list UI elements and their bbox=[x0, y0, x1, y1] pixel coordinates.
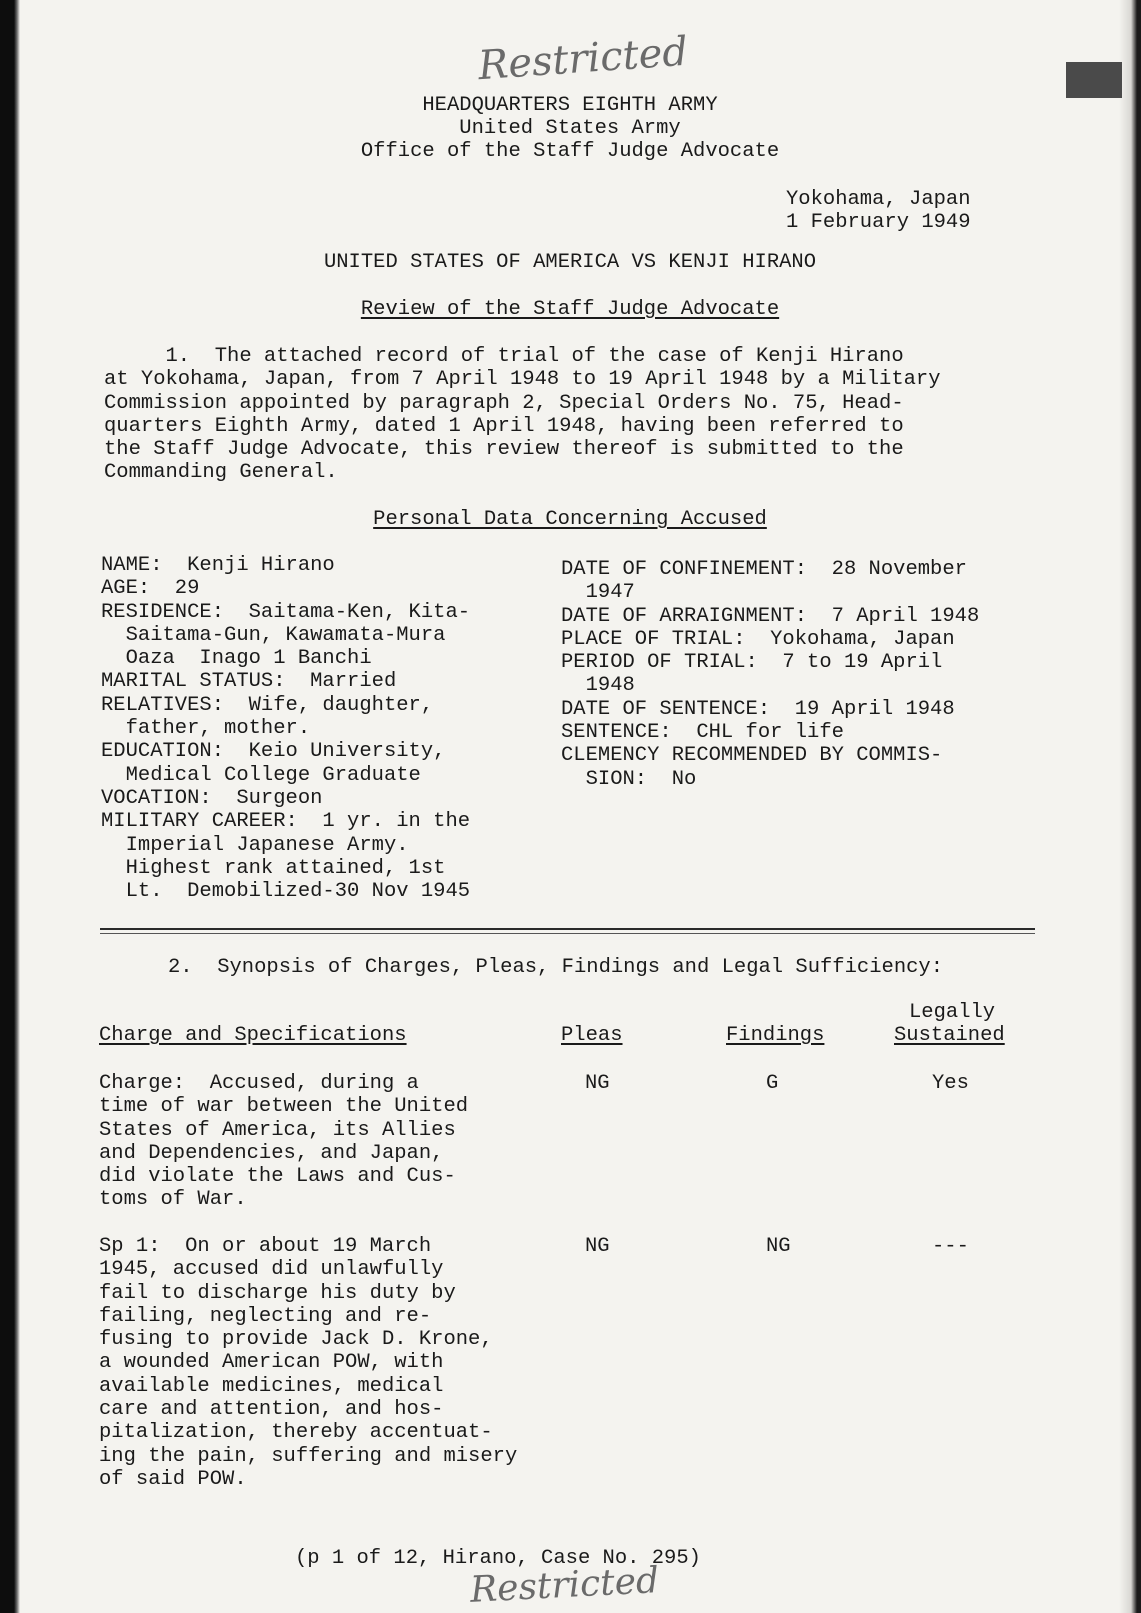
table-cell-line: 1945, accused did unlawfully bbox=[99, 1258, 444, 1282]
paragraph-1-line: 1. The attached record of trial of the case of Kenji Hirano bbox=[104, 345, 904, 368]
restricted-stamp-bottom: Restricted bbox=[469, 1560, 661, 1611]
table-cell-line: a wounded American POW, with bbox=[99, 1351, 444, 1375]
personal-right-line: CLEMENCY RECOMMENDED BY COMMIS- bbox=[561, 744, 943, 768]
personal-left-line: Oaza Inago 1 Banchi bbox=[101, 647, 372, 671]
paragraph-1-line: quarters Eighth Army, dated 1 April 1948, having been referred to bbox=[104, 414, 904, 438]
personal-left-line: Saitama-Gun, Kawamata-Mura bbox=[101, 623, 446, 647]
paragraph-2-heading: 2. Synopsis of Charges, Pleas, Findings and Legal Sufficiency: bbox=[168, 956, 944, 979]
place: Yokohama, Japan bbox=[786, 188, 971, 211]
column-header-charge: Charge and Specifications bbox=[99, 1024, 407, 1047]
personal-left-line: Highest rank attained, 1st bbox=[101, 856, 446, 880]
personal-left-line: father, mother. bbox=[101, 717, 311, 741]
table-row-spec1-plea: NG bbox=[585, 1235, 610, 1258]
table-cell-line: did violate the Laws and Cus- bbox=[99, 1165, 456, 1189]
personal-data-title: Personal Data Concerning Accused bbox=[373, 508, 767, 531]
personal-right-line: PERIOD OF TRIAL: 7 to 19 April bbox=[561, 651, 943, 675]
table-cell-line: States of America, its Allies bbox=[99, 1118, 456, 1142]
personal-left-line: Imperial Japanese Army. bbox=[101, 833, 409, 857]
paper-clip-mark bbox=[1066, 62, 1122, 98]
paragraph-1 bbox=[104, 345, 941, 485]
table-cell-line: time of war between the United bbox=[99, 1095, 469, 1119]
personal-data-left bbox=[101, 554, 470, 903]
paragraph-1-line: at Yokohama, Japan, from 7 April 1948 to 19 April 1948 by a Military bbox=[104, 368, 941, 392]
scan-left-edge bbox=[0, 0, 20, 1613]
table-row-charge-finding: G bbox=[766, 1072, 779, 1095]
table-cell-line: care and attention, and hos- bbox=[99, 1398, 444, 1422]
scan-right-edge bbox=[1119, 0, 1141, 1613]
review-title: Review of the Staff Judge Advocate bbox=[360, 298, 780, 321]
table-cell-line: toms of War. bbox=[99, 1188, 247, 1212]
personal-right-line: SENTENCE: CHL for life bbox=[561, 721, 844, 745]
column-header-pleas: Pleas bbox=[561, 1024, 623, 1047]
table-cell-line: pitalization, thereby accentuat- bbox=[99, 1421, 493, 1445]
paragraph-1-line: Commanding General. bbox=[104, 461, 338, 485]
table-row-charge-sustained: Yes bbox=[932, 1072, 969, 1095]
table-cell-line: fusing to provide Jack D. Krone, bbox=[99, 1328, 493, 1352]
personal-left-line: Medical College Graduate bbox=[101, 763, 421, 787]
personal-right-line: SION: No bbox=[561, 767, 697, 791]
personal-right-line: PLACE OF TRIAL: Yokohama, Japan bbox=[561, 627, 955, 651]
column-header-findings: Findings bbox=[726, 1024, 825, 1047]
table-row-charge-text bbox=[99, 1072, 468, 1212]
personal-left-line: Lt. Demobilized-30 Nov 1945 bbox=[101, 880, 471, 904]
personal-left-line: EDUCATION: Keio University, bbox=[101, 740, 446, 764]
restricted-stamp-top: Restricted bbox=[476, 28, 690, 90]
personal-left-line: NAME: Kenji Hirano bbox=[101, 554, 335, 577]
header-line-1: HEADQUARTERS EIGHTH ARMY bbox=[422, 94, 718, 117]
personal-left-line: RESIDENCE: Saitama-Ken, Kita- bbox=[101, 600, 471, 624]
personal-left-line: MILITARY CAREER: 1 yr. in the bbox=[101, 810, 471, 834]
personal-right-line: DATE OF CONFINEMENT: 28 November bbox=[561, 558, 967, 581]
personal-left-line: VOCATION: Surgeon bbox=[101, 786, 323, 810]
page-reference: (p 1 of 12, Hirano, Case No. 295) bbox=[295, 1547, 701, 1570]
section-divider-secondary bbox=[100, 933, 1035, 934]
header-line-2: United States Army bbox=[459, 117, 681, 140]
personal-right-line: 1948 bbox=[561, 674, 635, 698]
section-divider bbox=[100, 928, 1035, 930]
table-row-charge-plea: NG bbox=[585, 1072, 610, 1095]
table-cell-line: and Dependencies, and Japan, bbox=[99, 1141, 444, 1165]
header-line-3: Office of the Staff Judge Advocate bbox=[360, 140, 780, 163]
table-cell-line: failing, neglecting and re- bbox=[99, 1304, 432, 1328]
personal-right-line: DATE OF SENTENCE: 19 April 1948 bbox=[561, 697, 955, 721]
personal-right-line: 1947 bbox=[561, 581, 635, 605]
table-cell-line: fail to discharge his duty by bbox=[99, 1281, 456, 1305]
column-header-legally: Legally bbox=[909, 1001, 996, 1024]
paragraph-1-line: the Staff Judge Advocate, this review thereof is submitted to the bbox=[104, 438, 904, 462]
personal-left-line: RELATIVES: Wife, daughter, bbox=[101, 693, 434, 717]
table-cell-line: Charge: Accused, during a bbox=[99, 1072, 419, 1095]
personal-right-line: DATE OF ARRAIGNMENT: 7 April 1948 bbox=[561, 604, 980, 628]
table-row-spec1-finding: NG bbox=[766, 1235, 791, 1258]
case-title: UNITED STATES OF AMERICA VS KENJI HIRANO bbox=[323, 251, 817, 274]
personal-left-line: MARITAL STATUS: Married bbox=[101, 670, 397, 694]
table-row-spec1-text bbox=[99, 1235, 517, 1491]
table-cell-line: of said POW. bbox=[99, 1467, 247, 1491]
table-row-spec1-sustained: --- bbox=[932, 1235, 969, 1258]
table-cell-line: ing the pain, suffering and misery bbox=[99, 1444, 518, 1468]
personal-left-line: AGE: 29 bbox=[101, 577, 200, 601]
column-header-sustained: Sustained bbox=[894, 1024, 1005, 1047]
paragraph-1-line: Commission appointed by paragraph 2, Special Orders No. 75, Head- bbox=[104, 391, 904, 415]
document-date: 1 February 1949 bbox=[786, 211, 971, 234]
table-cell-line: available medicines, medical bbox=[99, 1374, 444, 1398]
personal-data-right bbox=[561, 558, 979, 791]
table-cell-line: Sp 1: On or about 19 March bbox=[99, 1235, 432, 1258]
